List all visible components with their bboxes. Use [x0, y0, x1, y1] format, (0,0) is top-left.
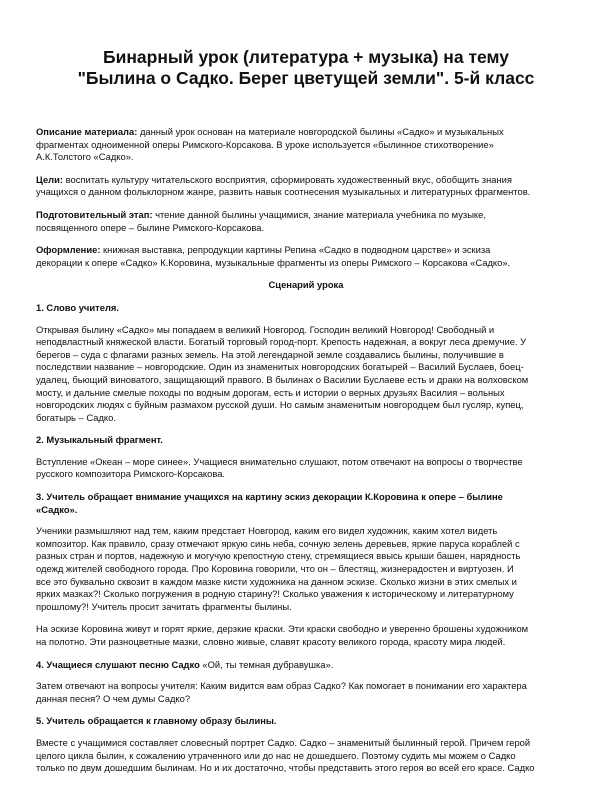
goals-paragraph	[36, 174, 576, 199]
section-1-heading: 1. Слово учителя.	[36, 301, 119, 313]
section-3-heading-line-1: 3. Учитель обращает внимание учащихся на картину эскиз декорации К.Коровина к опере – былине	[36, 491, 503, 503]
text-line: русского композитора Римского-Корсакова.	[36, 468, 226, 480]
section-4-paragraph	[36, 680, 576, 705]
text-line: новгородских людях с буйным размахом русской души. Но самым знаменитым новгородцем был гусляр, купец,	[36, 399, 524, 411]
prep-label: Подготовительный этап:	[36, 208, 153, 220]
section-4-heading-bold: 4. Учащиеся слушают песню Садко	[36, 658, 200, 670]
section-3-heading-line-2: «Садко».	[36, 503, 78, 515]
text-line: композитор. Как правило, сразу отмечают яркую синь неба, сочную зелень деревьев, яркие паруса кораблей с	[36, 537, 520, 549]
text-line: разных стран и портов, надежную и могучую крепостную стену, стремящиеся ввысь крыши башен, нарядность	[36, 550, 521, 562]
description-text-3: А.К.Толстого «Садко».	[36, 151, 134, 163]
text-line: Затем отвечают на вопросы учителя: Каким видится вам образ Садко? Как помогает в понимании его характера	[36, 680, 527, 692]
text-line: все это буквально сквозит в каждом мазке кисти художника на данном эскизе. Сколько жизни в этих смелых и	[36, 575, 517, 587]
text-line: последствии название – новгородские. Один из знаменитых новгородских богатырей – Василий Буслаев, боец-	[36, 361, 524, 373]
document-body	[36, 126, 576, 785]
description-label: Описание материала:	[36, 126, 138, 137]
text-line: неподвластный княжеской власти. Богатый торговый город-порт. Крепость надежная, а вокруг леса дремучие. У	[36, 336, 527, 348]
title-line-2: "Былина о Садко. Берег цветущей земли". 5-й класс	[77, 68, 535, 88]
scenario-title: Сценарий урока	[268, 279, 344, 291]
title-line-1: Бинарный урок (литература + музыка) на тему	[103, 47, 509, 67]
section-4-heading-song: «Ой, ты темная дубравушка».	[199, 658, 334, 670]
prep-text-1: чтение данной былины учащимися, знание материала учебника по музыке,	[152, 208, 486, 220]
text-line: только по двум дошедшим былинам. Но и их достаточно, чтобы представить этого героя во всей его красе. Садко	[36, 762, 535, 774]
section-3-paragraph-2	[36, 623, 576, 648]
document-title	[40, 47, 572, 89]
section-3-heading	[36, 491, 576, 516]
goals-label: Цели:	[36, 173, 64, 185]
text-line: Открывая былину «Садко» мы попадаем в великий Новгород. Господин великий Новгород! Свободный и	[36, 323, 495, 335]
section-3-paragraph-1	[36, 525, 576, 613]
design-label: Оформление:	[36, 244, 101, 256]
text-line: одежд жителей свободного города. Про Коровина говорили, что он – блестящ, жизнерадостен и виртуозен. И	[36, 563, 514, 575]
description-text-1: данный урок основан на материале новгородской былины «Садко» и музыкальных	[137, 126, 504, 137]
section-2-paragraph	[36, 456, 576, 481]
design-text-1: книжная выставка, репродукции картины Репина «Садко в подводном царстве» и эскиза	[100, 244, 491, 256]
text-line: богатырь – Садко.	[36, 411, 116, 423]
section-5-heading: 5. Учитель обращается к главному образу былины.	[36, 715, 277, 727]
text-line: на полотно. Эти разноцветные мазки, словно живые, славят красоту великого города, красоту мира людей.	[36, 636, 506, 647]
goals-text-1: воспитать культуру читательского восприятия, сформировать художественный вкус, обобщить знания	[63, 173, 512, 185]
prep-paragraph	[36, 209, 576, 234]
text-line: прошлому?! Учитель просит зачитать фрагменты былины.	[36, 600, 292, 612]
text-line: мосту, и дальние смелые походы по водным дорогам, есть и истории о верных друзьях Василия – вольных	[36, 386, 505, 398]
section-2-heading: 2. Музыкальный фрагмент.	[36, 434, 163, 446]
description-text-2: фрагментах одноименной оперы Римского-Корсакова. В уроке используется «былинное стихотворение»	[36, 138, 494, 150]
text-line: целого цикла былин, к сожалению утраченного или до нас не дошедшего. Поэтому судить мы можем о Садко	[36, 749, 516, 761]
text-line: удалец, бьющий виноватого, защищающий правого. В былинах о Василии Буслаеве есть и драки на волховском	[36, 373, 529, 385]
prep-text-2: посвященного опере – былине Римского-Корсакова.	[36, 221, 265, 233]
section-5-paragraph	[36, 737, 576, 775]
goals-text-2: учащихся о данном фольклорном жанре, развить навык соотнесения музыкальных и литературных фрагментов.	[36, 186, 531, 198]
text-line: берегов – суда с флагами разных земель. На этой легендарной земле создавались былины, получившие в	[36, 348, 504, 360]
text-line: Вместе с учащимися составляет словесный портрет Садко. Садко – знаменитый былинный герой. Причем герой	[36, 736, 531, 748]
text-line: Вступление «Океан – море синее». Учащиеся внимательно слушают, потом отвечают на вопросы о творчестве	[36, 455, 523, 467]
text-line: На эскизе Коровина живут и горят яркие, дерзкие краски. Эти краски свободно и уверенно брошены художником	[36, 623, 529, 635]
description-paragraph	[36, 126, 576, 164]
text-line: Ученики размышляют над тем, каким предстает Новгород, каким его видел художник, каким хотел видеть	[36, 525, 498, 537]
section-4-heading	[36, 659, 576, 672]
design-text-2: декорации к опере «Садко» К.Коровина, музыкальные фрагменты из оперы Римского – Корсакова «Садко».	[36, 256, 511, 268]
design-paragraph	[36, 244, 576, 269]
section-1-paragraph	[36, 324, 576, 425]
text-line: данная песня? О чем думы Садко?	[36, 692, 191, 704]
text-line: ярких мазках?! Сколько погружения в родную старину?! Сколько уважения к историческому и литературному	[36, 588, 514, 600]
